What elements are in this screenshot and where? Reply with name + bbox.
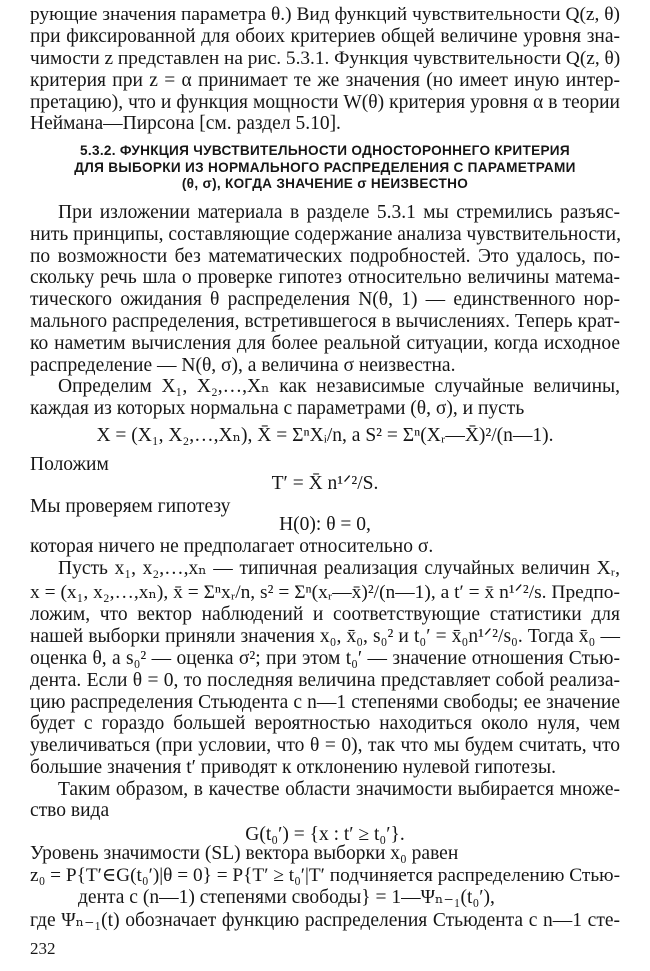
text-line: дента. Если θ = 0, то последняя величина представляет собой реализа-	[30, 669, 620, 691]
formula-significance-region: G(t₀′) = {x : t′ ≥ t₀′}.	[245, 824, 405, 846]
text-line: претацию), что и функция мощности W(θ) критерия уровня α в теории	[30, 91, 620, 113]
formula-t-statistic: T′ = X̄ n¹ᐟ²/S.	[271, 473, 379, 495]
formula-sample-definition: X = (X₁, X₂,…,Xₙ), X̄ = ΣⁿXᵢ/n, а S² = Σⁿ(Xᵣ—X̄)²/(n—1).	[96, 425, 554, 447]
text-line: цию распределения Стьюдента с n—1 степенями свободы; ее значение	[30, 691, 620, 713]
text-line: Положим	[30, 453, 109, 475]
text-line: нашей выборки приняли значения x₀, x̄₀, s₀² и t₀′ = x̄₀n¹ᐟ²/s₀. Тогда x̄₀ —	[30, 626, 620, 648]
text-line: Таким образом, в качестве области значимости выбирается множе-	[58, 778, 620, 800]
text-line: При изложении материала в разделе 5.3.1 мы стремились разъяс-	[58, 202, 620, 224]
text-line: распределение — N(θ, σ), а величина σ неизвестна.	[30, 354, 456, 376]
text-line: Мы проверяем гипотезу	[30, 495, 231, 517]
text-line: x = (x₁, x₂,…,xₙ), x̄ = Σⁿxᵣ/n, s² = Σⁿ(xᵣ—x̄)²/(n—1), а t′ = x̄ n¹ᐟ²/s. Предпо-	[30, 581, 620, 603]
text-line: Уровень значимости (SL) вектора выборки x₀ равен	[30, 843, 459, 865]
text-line: Неймана—Пирсона [см. раздел 5.10].	[30, 113, 341, 135]
text-line: критерия при z = α принимает те же значения (но имеет иную интер-	[30, 69, 620, 91]
heading-line: (θ, σ), КОГДА ЗНАЧЕНИЕ σ НЕИЗВЕСТНО	[181, 176, 469, 192]
text-line: мального распределения, встретившегося в вычислениях. Теперь крат-	[30, 311, 620, 332]
text-line: ко наметим вычисления для более реальной ситуации, когда исходное	[30, 332, 620, 354]
text-line: ство вида	[30, 800, 110, 822]
text-line: нить принципы, составляющие содержание анализа чувствительности,	[30, 223, 621, 245]
text-line: где Ψₙ₋₁(t) обозначает функцию распределения Стьюдента с n—1 сте-	[30, 910, 620, 932]
heading-line: ДЛЯ ВЫБОРКИ ИЗ НОРМАЛЬНОГО РАСПРЕДЕЛЕНИЯ С ПАРАМЕТРАМИ	[74, 159, 576, 175]
text-line: большие значения t′ приводят к отклонению нулевой гипотезы.	[30, 756, 556, 778]
text-line: тического ожидания θ распределения N(θ, 1) — единственного нор-	[30, 289, 620, 311]
text-line: при фиксированной для обоих критериев общей величине уровня зна-	[30, 26, 620, 48]
text-line: рующие значения параметра θ.) Вид функций чувствительности Q(z, θ)	[30, 4, 620, 26]
text-line: которая ничего не предполагает относительно σ.	[30, 535, 434, 557]
text-line: по возможности без математических подробностей. Это удалось, по-	[30, 245, 620, 267]
text-line: каждая из которых нормальна с параметрами (θ, σ), и пусть	[30, 398, 525, 420]
text-line: Определим X₁, X₂,…,Xₙ как независимые случайные величины,	[58, 376, 620, 398]
text-line: оценка θ, а s₀² — оценка σ²; при этом t₀′ — значение отношения Стью-	[30, 647, 620, 669]
heading-line: 5.3.2. ФУНКЦИЯ ЧУВСТВИТЕЛЬНОСТИ ОДНОСТОРОННЕГО КРИТЕРИЯ	[80, 143, 570, 159]
page-number: 232	[30, 939, 56, 958]
text-line: ложим, что вектор наблюдений и соответствующие статистики для	[30, 604, 620, 626]
text-line: Пусть x₁, x₂,…,xₙ — типичная реализация случайных величин Xᵣ,	[58, 558, 620, 580]
formula-significance-level-cont: дента с (n—1) степенями свободы} = 1—Ψₙ₋₁(t₀′),	[78, 886, 495, 908]
text-line: будет с гораздо большей вероятностью находиться около нуля, чем	[30, 713, 620, 735]
text-line: скольку речь шла о проверке гипотез относительно величины матема-	[30, 267, 620, 289]
text-line: чимости z представлен на рис. 5.3.1. Функция чувствительности Q(z, θ)	[30, 48, 621, 70]
text-line: увеличиваться (при условии, что θ = 0), так что мы будем считать, что	[30, 735, 620, 757]
formula-hypothesis: H(0): θ = 0,	[279, 514, 371, 536]
formula-significance-level: z₀ = P{T′∈G(t₀′)|θ = 0} = P{T′ ≥ t₀′|T′ подчиняется распределению Стью-	[30, 864, 620, 886]
